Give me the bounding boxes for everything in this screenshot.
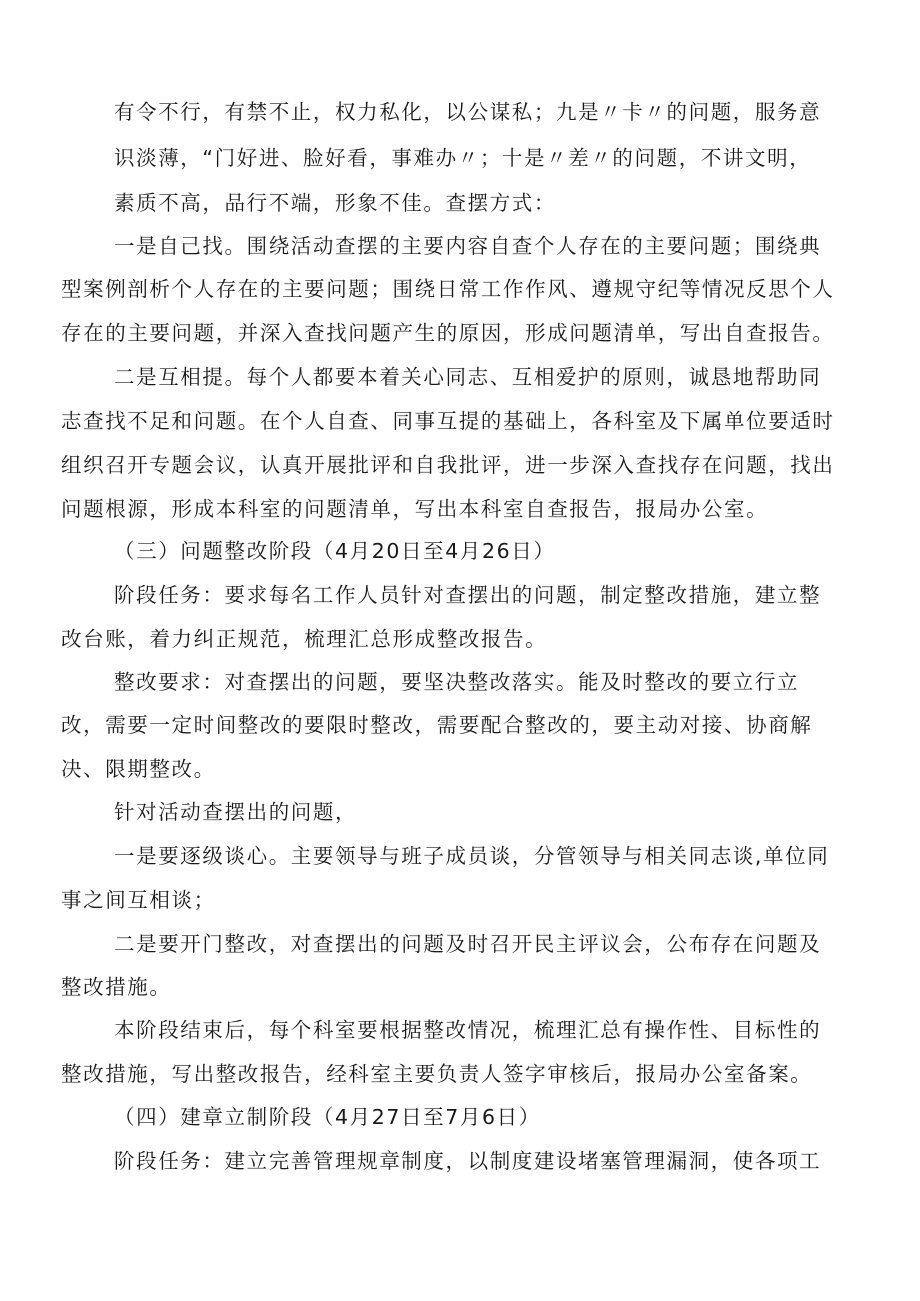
text-line: 阶段任务：要求每名工作人员针对查摆出的问题，制定整改措施，建立整	[114, 583, 822, 607]
text-line: 一是自己找。围绕活动查摆的主要内容自查个人存在的主要问题；围绕典	[114, 234, 822, 258]
text-line: 型案例剖析个人存在的主要问题；围绕日常工作作风、遵规守纪等情况反思个人	[61, 277, 835, 301]
text-line: 整改措施。	[61, 975, 172, 999]
text-line: 志查找不足和问题。在个人自查、同事互提的基础上，各科室及下属单位要适时	[61, 409, 835, 433]
text-line: 素质不高，品行不端，形象不佳。查摆方式：	[114, 191, 556, 215]
text-line: 针对活动查摆出的问题，	[114, 800, 358, 824]
section-heading: （三）问题整改阶段（4月20日至4月26日）	[114, 539, 556, 563]
text-line: 存在的主要问题，并深入查找问题产生的原因，形成问题清单，写出自查报告。	[61, 321, 835, 345]
text-line: 改台账，着力纠正规范，梳理汇总形成整改报告。	[61, 627, 548, 651]
text-line: 有令不行，有禁不止，权力私化，以公谋私；九是〃卡〃的问题，服务意	[114, 100, 822, 124]
section-heading: （四）建章立制阶段（4月27日至7月6日）	[114, 1105, 541, 1129]
text-line: 事之间互相谈；	[61, 888, 216, 912]
text-line: 改，需要一定时间整改的要限时整改，需要配合整改的，要主动对接、协商解	[61, 713, 813, 737]
text-line: 阶段任务：建立完善管理规章制度，以制度建设堵塞管理漏洞，使各项工	[114, 1149, 822, 1173]
text-line: 一是要逐级谈心。主要领导与班子成员谈，分管领导与相关同志谈,单位同	[114, 844, 830, 868]
text-line: 识淡薄，“门好进、脸好看，事难办〃；十是〃差〃的问题，不讲文明，	[114, 146, 812, 170]
text-line: 组织召开专题会议，认真开展批评和自我批评，进一步深入查找存在问题，找出	[61, 453, 835, 477]
text-line: 整改要求：对查摆出的问题，要坚决整改落实。能及时整改的要立行立	[114, 670, 800, 694]
text-line: 二是要开门整改，对查摆出的问题及时召开民主评议会，公布存在问题及	[114, 932, 822, 956]
text-line: 决、限期整改。	[61, 757, 216, 781]
text-line: 问题根源，形成本科室的问题清单，写出本科室自查报告，报局办公室。	[61, 497, 769, 521]
text-line: 本阶段结束后，每个科室要根据整改情况，梳理汇总有操作性、目标性的	[114, 1018, 822, 1042]
text-line: 整改措施，写出整改报告，经科室主要负责人签字审核后，报局办公室备案。	[61, 1062, 813, 1086]
text-line: 二是互相提。每个人都要本着关心同志、互相爱护的原则，诚恳地帮助同	[114, 365, 822, 389]
